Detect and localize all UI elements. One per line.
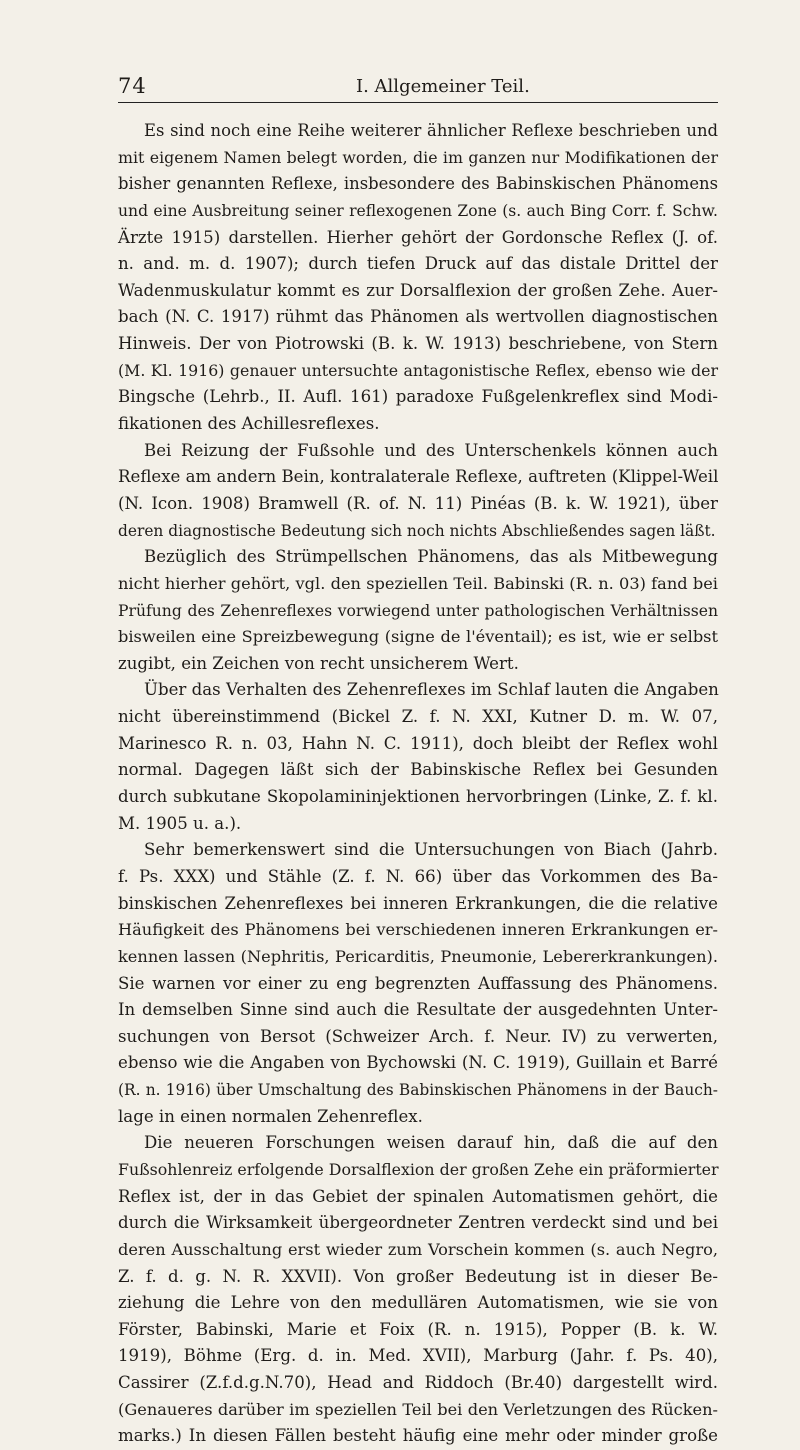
text-line: Bingsche (Lehrb., II. Aufl. 161) paradoxe Fußgelenkreflex sind Modi- <box>118 387 718 407</box>
text-line: fikationen des Achillesreflexes. <box>118 414 380 434</box>
text-line: n. and. m. d. 1907); durch tiefen Druck auf das distale Drittel der <box>118 254 718 274</box>
text-line: bisweilen eine Spreizbewegung (signe de l'éventail); es ist, wie er selbst <box>118 627 718 647</box>
text-line: Hinweis. Der von Piotrowski (B. k. W. 1913) beschriebene, von Stern <box>118 334 718 354</box>
text-line: kennen lassen (Nephritis, Pericarditis, Pneumonie, Lebererkrankungen). <box>118 946 718 966</box>
text-line: (Genaueres darüber im speziellen Teil bei den Verletzungen des Rücken- <box>118 1399 718 1419</box>
text-line: Fußsohlenreiz erfolgende Dorsalflexion der großen Zehe ein präformierter <box>118 1159 719 1179</box>
text-line: deren diagnostische Bedeutung sich noch nichts Abschließendes sagen läßt. <box>118 521 716 540</box>
text-line: ziehung die Lehre von den medullären Automatismen, wie sie von <box>118 1293 718 1313</box>
text-line: bach (N. C. 1917) rühmt das Phänomen als wertvollen diagnostischen <box>118 307 718 327</box>
text-line: lage in einen normalen Zehenreflex. <box>118 1106 423 1126</box>
text-line: 1919), Böhme (Erg. d. in. Med. XVII), Marburg (Jahr. f. Ps. 40), <box>118 1346 718 1366</box>
text-line: suchungen von Bersot (Schweizer Arch. f. Neur. IV) zu verwerten, <box>118 1026 718 1046</box>
text-line: (R. n. 1916) über Umschaltung des Babinskischen Phänomens in der Bauch- <box>118 1081 718 1100</box>
text-line: deren Ausschaltung erst wieder zum Vorschein kommen (s. auch Negro, <box>118 1239 718 1259</box>
text-line: bisher genannten Reflexe, insbesondere des Babinskischen Phänomens <box>118 174 718 194</box>
text-line: nicht hierher gehört, vgl. den speziellen Teil. Babinski (R. n. 03) fand bei <box>118 573 718 593</box>
text-line: binskischen Zehenreflexes bei inneren Erkrankungen, die die relative <box>118 893 718 913</box>
text-line: durch subkutane Skopolamininjektionen hervorbringen (Linke, Z. f. kl. <box>118 787 718 807</box>
text-line: Förster, Babinski, Marie et Foix (R. n. 1915), Popper (B. k. W. <box>118 1319 718 1339</box>
text-line: Häufigkeit des Phänomens bei verschiedenen inneren Erkrankungen er- <box>118 920 718 940</box>
text-line: Es sind noch eine Reihe weiterer ähnlicher Reflexe beschrieben und <box>144 121 718 140</box>
text-line: Reflexe am andern Bein, kontralaterale Reflexe, auftreten (Klippel-Weil <box>118 467 719 487</box>
text-line: Sie warnen vor einer zu eng begrenzten Auffassung des Phänomens. <box>118 973 718 993</box>
running-title: I. Allgemeiner Teil. <box>356 76 530 97</box>
text-line: Bei Reizung der Fußsohle und des Unterschenkels können auch <box>144 440 718 460</box>
text-line: Über das Verhalten des Zehenreflexes im Schlaf lauten die Angaben <box>144 680 719 700</box>
page-number: 74 <box>118 74 147 98</box>
text-line: marks.) In diesen Fällen besteht häufig eine mehr oder minder große <box>118 1426 718 1446</box>
text-line: Ärzte 1915) darstellen. Hierher gehört der Gordonsche Reflex (J. of. <box>118 227 718 247</box>
text-line: Sehr bemerkenswert sind die Untersuchungen von Biach (Jahrb. <box>144 840 718 860</box>
text-line: und eine Ausbreitung seiner reflexogenen Zone (s. auch Bing Corr. f. Schw. <box>118 201 718 220</box>
text-line: Cassirer (Z.f.d.g.N.70), Head and Riddoch (Br.40) dargestellt wird. <box>118 1373 718 1393</box>
text-line: nicht übereinstimmend (Bickel Z. f. N. XXI, Kutner D. m. W. 07, <box>118 707 718 727</box>
text-line: Z. f. d. g. N. R. XXVII). Von großer Bedeutung ist in dieser Be- <box>118 1266 718 1286</box>
text-line: f. Ps. XXX) und Stähle (Z. f. N. 66) über das Vorkommen des Ba- <box>118 866 718 886</box>
text-line: Marinesco R. n. 03, Hahn N. C. 1911), doch bleibt der Reflex wohl <box>118 733 718 753</box>
text-line: Die neueren Forschungen weisen darauf hin, daß die auf den <box>144 1133 718 1153</box>
header-rule <box>118 102 718 103</box>
text-line: Reflex ist, der in das Gebiet der spinalen Automatismen gehört, die <box>118 1186 718 1206</box>
text-line: durch die Wirksamkeit übergeordneter Zentren verdeckt sind und bei <box>118 1213 718 1233</box>
text-line: Wadenmuskulatur kommt es zur Dorsalflexion der großen Zehe. Auer- <box>118 280 718 300</box>
text-line: zugibt, ein Zeichen von recht unsicherem Wert. <box>118 653 519 673</box>
text-line: mit eigenem Namen belegt worden, die im ganzen nur Modifikationen der <box>118 147 718 167</box>
text-line: Bezüglich des Strümpellschen Phänomens, das als Mitbewegung <box>144 547 718 567</box>
text-line: (N. Icon. 1908) Bramwell (R. of. N. 11) Pinéas (B. k. W. 1921), über <box>118 493 718 513</box>
text-line: (M. Kl. 1916) genauer untersuchte antagonistische Reflex, ebenso wie der <box>118 360 718 380</box>
body-text <box>118 118 718 1450</box>
text-line: ebenso wie die Angaben von Bychowski (N. C. 1919), Guillain et Barré <box>118 1053 718 1073</box>
text-line: normal. Dagegen läßt sich der Babinskische Reflex bei Gesunden <box>118 760 718 780</box>
text-line: M. 1905 u. a.). <box>118 813 242 833</box>
text-line: Prüfung des Zehenreflexes vorwiegend unter pathologischen Verhältnissen <box>118 601 718 620</box>
text-line: In demselben Sinne sind auch die Resultate der ausgedehnten Unter- <box>118 1000 718 1020</box>
page-header <box>118 74 718 104</box>
